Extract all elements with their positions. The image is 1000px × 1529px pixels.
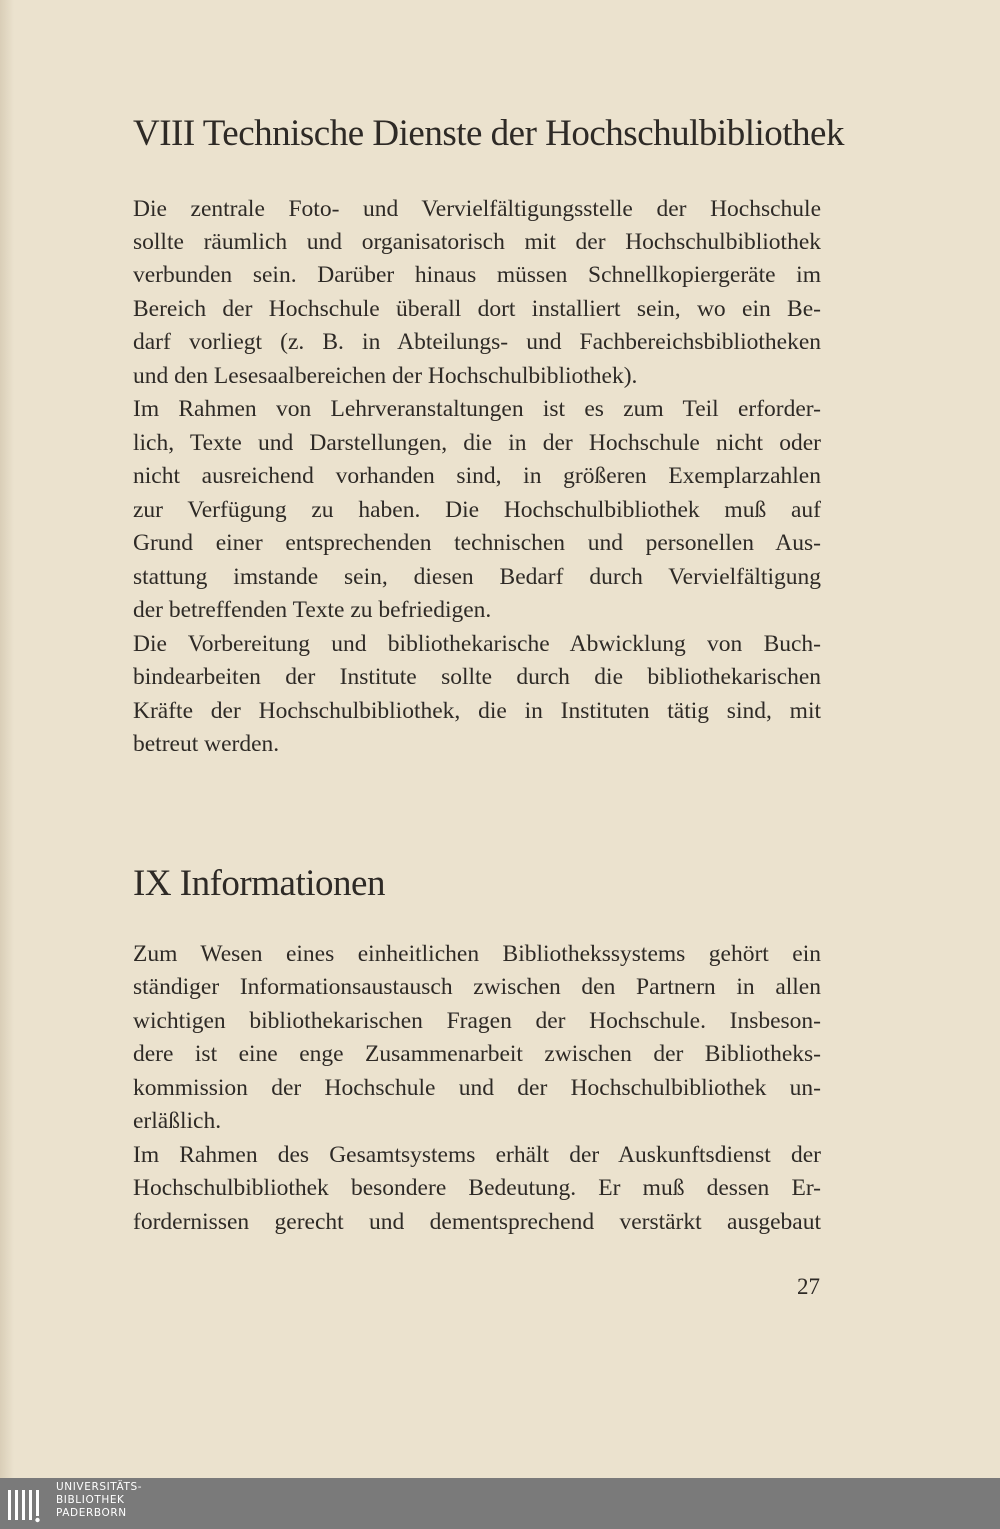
section-heading-ix: IX Informationen <box>133 863 385 904</box>
text-line: und den Lesesaalbereichen der Hochschulbibliothek). <box>133 363 638 389</box>
logo-line: UNIVERSITÄTS- <box>56 1481 143 1493</box>
text-line: der betreffenden Texte zu befriedigen. <box>133 597 492 623</box>
text-line: Bereich der Hochschule überall dort installiert sein, wo ein Be- <box>133 296 821 322</box>
page-number: 27 <box>797 1274 820 1299</box>
text-line: lich, Texte und Darstellungen, die in der Hochschule nicht oder <box>133 430 821 456</box>
text-line: ständiger Informationsaustausch zwischen den Partnern in allen <box>133 974 821 1000</box>
section-heading-viii: VIII Technische Dienste der Hochschulbibliothek <box>133 113 844 154</box>
text-line: Die zentrale Foto- und Vervielfältigungsstelle der Hochschule <box>133 196 821 222</box>
text-line: Hochschulbibliothek besondere Bedeutung. Er muß dessen Er- <box>133 1175 821 1201</box>
text-line: Grund einer entsprechenden technischen und personellen Aus- <box>133 530 821 556</box>
text-line: betreut werden. <box>133 731 280 757</box>
text-line: darf vorliegt (z. B. in Abteilungs- und Fachbereichsbibliotheken <box>133 329 821 355</box>
text-line: Kräfte der Hochschulbibliothek, die in Instituten tätig sind, mit <box>133 698 821 724</box>
text-line: dere ist eine enge Zusammenarbeit zwischen der Bibliotheks- <box>133 1041 821 1067</box>
text-line: fordernissen gerecht und dementsprechend verstärkt ausgebaut <box>133 1209 821 1235</box>
text-line: bindearbeiten der Institute sollte durch die bibliothekarischen <box>133 664 821 690</box>
library-logo-icon <box>8 1486 48 1524</box>
text-line: verbunden sein. Darüber hinaus müssen Schnellkopiergeräte im <box>133 262 821 288</box>
text-line: sollte räumlich und organisatorisch mit der Hochschulbibliothek <box>133 229 821 255</box>
text-line: Die Vorbereitung und bibliothekarische Abwicklung von Buch- <box>133 631 821 657</box>
library-logo-text <box>56 1481 142 1520</box>
logo-line: PADERBORN <box>56 1507 127 1519</box>
text-line: Zum Wesen eines einheitlichen Bibliothekssystems gehört ein <box>133 941 821 967</box>
page-gutter-edge <box>0 0 14 1478</box>
text-line: erläßlich. <box>133 1108 222 1134</box>
logo-line: BIBLIOTHEK <box>56 1494 125 1506</box>
library-logo[interactable] <box>0 1478 200 1529</box>
text-line: wichtigen bibliothekarischen Fragen der Hochschule. Insbeson- <box>133 1008 821 1034</box>
text-line: zur Verfügung zu haben. Die Hochschulbibliothek muß auf <box>133 497 821 523</box>
text-line: Im Rahmen des Gesamtsystems erhält der Auskunftsdienst der <box>133 1142 821 1168</box>
text-line: Im Rahmen von Lehrveranstaltungen ist es zum Teil erforder- <box>133 396 821 422</box>
text-line: kommission der Hochschule und der Hochschulbibliothek un- <box>133 1075 821 1101</box>
text-line: stattung imstande sein, diesen Bedarf durch Vervielfältigung <box>133 564 821 590</box>
text-line: nicht ausreichend vorhanden sind, in größeren Exemplarzahlen <box>133 463 821 489</box>
